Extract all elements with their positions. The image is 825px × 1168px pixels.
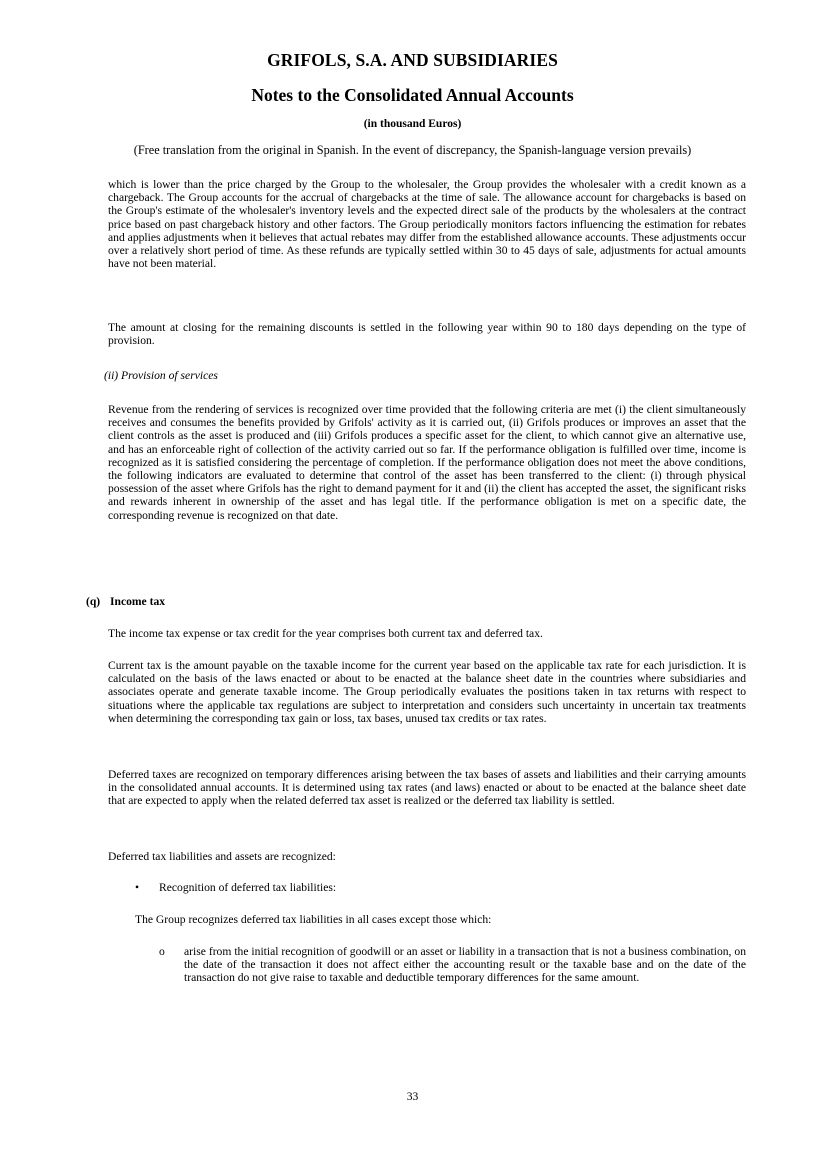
circle-bullet-text: arise from the initial recognition of goodwill or an asset or liability in a transaction that is not a business combination, on the date of the transaction it does not affect either the accounting result or the taxable base and on the date of the transaction do not give raise to taxable and deductible temporary differences for the same amount. <box>184 945 746 985</box>
paragraph-services-revenue: Revenue from the rendering of services is recognized over time provided that the following criteria are met (i) the client simultaneously receives and consumes the benefits provided by Grifols' activity as it is carried out, (ii) Grifols produces or improves an asset that the client controls as the asset is produced and (iii) Grifols produces a specific asset for the client, to which cannot give an alternative use, and has an enforceable right of collection of the activity carried out so far. If the performance obligation is fulfilled over time, income is recognized as it is satisfied considering the percentage of completion. If the performance obligation does not meet the above conditions, the following indicators are evaluated to determine that control of the asset has been transferred to the client: (i) through physical possession of the asset where Grifols has the right to demand payment for it and (ii) the client has accepted the asset, the significant risks and rewards inherent in ownership of the asset and has legal title. If the performance obligation is met on a specific date, the corresponding revenue is recognized on that date. <box>108 403 746 522</box>
bullet-item <box>135 881 336 894</box>
section-title: Income tax <box>110 595 166 608</box>
paragraph-deferred-taxes: Deferred taxes are recognized on temporary differences arising between the tax bases of assets and liabilities and their carrying amounts in the consolidated annual accounts. It is determined using tax rates (and laws) enacted or about to be enacted at the balance sheet date that are expected to apply when the related deferred tax asset is realized or the deferred tax liability is settled. <box>108 768 746 808</box>
paragraph-group-recognizes: The Group recognizes deferred tax liabilities in all cases except those which: <box>135 913 492 926</box>
bullet-text: Recognition of deferred tax liabilities: <box>159 881 337 894</box>
paragraph-deferred-recognized: Deferred tax liabilities and assets are recognized: <box>108 850 336 863</box>
paragraph-current-tax: Current tax is the amount payable on the taxable income for the current year based on the applicable tax rate for each jurisdiction. It is calculated on the basis of the laws enacted or about to be enacted at the balance sheet date in the countries where subsidiaries and associates operate and generate taxable income. The Group periodically evaluates the positions taken in tax returns with respect to situations where the applicable tax regulations are subject to interpretation and considers such uncertainty in uncertain tax treatments when determining the corresponding tax gain or loss, tax bases, unused tax credits or tax rates. <box>108 659 746 725</box>
document-title: Notes to the Consolidated Annual Accounts <box>251 85 574 105</box>
section-label: (q) <box>86 595 101 608</box>
paragraph-chargebacks: which is lower than the price charged by the Group to the wholesaler, the Group provides the wholesaler with a credit known as a chargeback. The Group accounts for the accrual of chargebacks at the time of sale. The allowance account for chargebacks is based on the Group's estimate of the wholesaler's inventory levels and the expected direct sale of the products by the wholesalers at the contract price based on past chargeback history and other factors. The Group periodically monitors factors influencing the estimation for rebates and applies adjustments when it believes that actual rebates may differ from the established allowance accounts. These adjustments occur over a relatively short period of time. As these refunds are typically settled within 30 to 45 days of sale, adjustments for actual amounts have not been material. <box>108 178 746 271</box>
paragraph-income-tax-expense: The income tax expense or tax credit for the year comprises both current tax and deferred tax. <box>108 627 543 640</box>
company-name: GRIFOLS, S.A. AND SUBSIDIARIES <box>267 50 558 70</box>
subheading-provision-of-services: (ii) Provision of services <box>104 369 218 382</box>
units-note: (in thousand Euros) <box>363 118 462 130</box>
circle-bullet-icon: o <box>159 945 165 958</box>
page-number: 33 <box>406 1090 419 1103</box>
section-heading-income-tax <box>86 595 165 608</box>
bullet-icon: • <box>135 881 140 894</box>
paragraph-remaining-discounts: The amount at closing for the remaining discounts is settled in the following year within 90 to 180 days depending on the type of provision. <box>108 321 746 348</box>
translation-note: (Free translation from the original in Spanish. In the event of discrepancy, the Spanish-language version prevails) <box>133 143 692 157</box>
